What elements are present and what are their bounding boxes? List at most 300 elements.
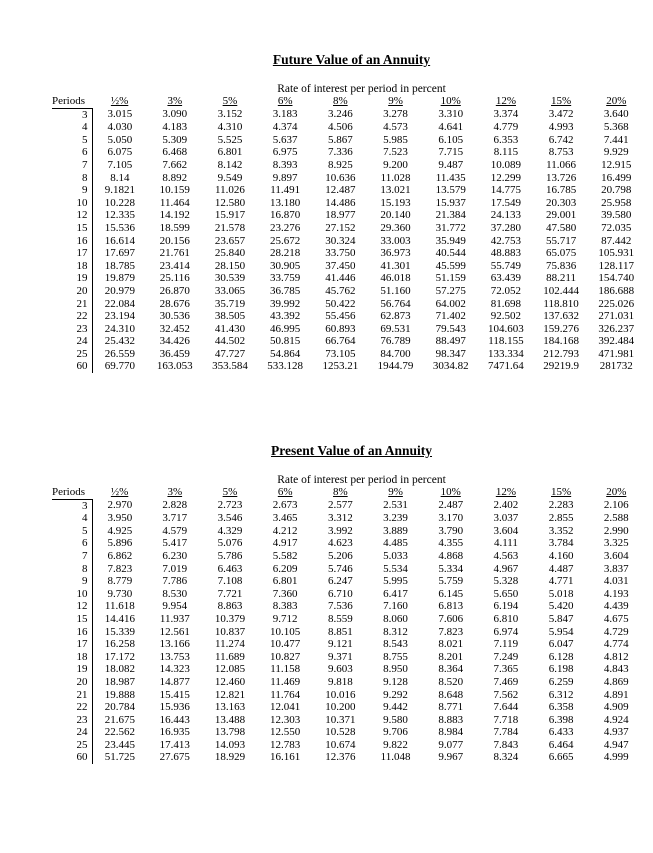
- value-cell: 20.140: [380, 209, 411, 222]
- value-cell: 3.784: [548, 537, 574, 550]
- value-cell: 6.358: [548, 701, 574, 714]
- table-row: [52, 272, 644, 285]
- value-cell: 9.897: [272, 171, 298, 184]
- period-cell: 17: [52, 247, 92, 260]
- period-cell: 10: [52, 197, 92, 210]
- value-cell: 25.116: [159, 272, 190, 285]
- header-row: [52, 486, 644, 499]
- rate-header: 5%: [222, 486, 238, 499]
- value-cell: 3.090: [162, 108, 188, 121]
- table-row: [52, 575, 644, 588]
- period-cell: 8: [52, 563, 92, 576]
- value-cell: 5.582: [272, 549, 298, 562]
- value-cell: 17.697: [104, 247, 135, 260]
- value-cell: 7.662: [162, 158, 188, 171]
- value-cell: 30.536: [159, 310, 190, 323]
- value-cell: 47.727: [214, 347, 246, 360]
- value-cell: 4.031: [603, 575, 629, 588]
- value-cell: 3.837: [603, 562, 629, 575]
- value-cell: 16.499: [601, 171, 632, 184]
- value-cell: 16.258: [104, 638, 135, 651]
- period-cell: 5: [52, 525, 92, 538]
- table-row: [52, 613, 644, 626]
- value-cell: 4.183: [162, 121, 188, 134]
- value-cell: 8.14: [110, 171, 130, 184]
- value-cell: 19.879: [104, 272, 135, 285]
- table-row: [52, 663, 644, 676]
- value-cell: 4.779: [493, 121, 519, 134]
- value-cell: 20.798: [601, 184, 632, 197]
- period-cell: 10: [52, 588, 92, 601]
- value-cell: 7.536: [327, 600, 353, 613]
- value-cell: 6.145: [438, 587, 464, 600]
- value-cell: 5.050: [107, 133, 133, 146]
- value-cell: 5.896: [107, 537, 133, 550]
- value-cell: 14.416: [104, 612, 135, 625]
- value-cell: 4.310: [217, 121, 243, 134]
- rate-header: 3%: [167, 95, 183, 108]
- value-cell: 42.753: [490, 234, 522, 247]
- period-cell: 22: [52, 310, 92, 323]
- value-cell: 14.775: [490, 184, 522, 197]
- table-row: [52, 512, 644, 525]
- value-cell: 4.579: [162, 524, 188, 537]
- value-cell: 1944.79: [377, 360, 414, 373]
- value-cell: 326.237: [598, 322, 635, 335]
- value-cell: 533.128: [267, 360, 304, 373]
- value-cell: 60.893: [325, 322, 356, 335]
- value-cell: 65.075: [545, 247, 577, 260]
- value-cell: 8.312: [383, 625, 408, 638]
- value-cell: 3.312: [327, 512, 353, 525]
- value-cell: 7.784: [493, 726, 519, 739]
- value-cell: 34.426: [159, 335, 190, 348]
- value-cell: 24.310: [104, 322, 135, 335]
- value-cell: 6.810: [493, 612, 519, 625]
- value-cell: 12.041: [270, 701, 301, 714]
- value-cell: 8.520: [438, 675, 464, 688]
- value-cell: 4.869: [603, 675, 629, 688]
- value-cell: 29219.9: [543, 360, 579, 373]
- value-cell: 9.818: [327, 675, 353, 688]
- value-cell: 23.657: [214, 234, 246, 247]
- table-row: [52, 525, 644, 538]
- rate-header: 9%: [388, 486, 403, 499]
- value-cell: 5.420: [548, 600, 574, 613]
- value-cell: 184.168: [543, 335, 579, 348]
- value-cell: 15.936: [159, 701, 190, 714]
- value-cell: 8.755: [383, 650, 408, 663]
- value-cell: 15.937: [435, 196, 466, 209]
- value-cell: 4.925: [107, 524, 133, 537]
- value-cell: 8.364: [438, 663, 464, 676]
- table-row: [52, 726, 644, 739]
- value-cell: 69.531: [380, 322, 411, 335]
- value-cell: 10.837: [214, 625, 246, 638]
- value-cell: 33.750: [325, 247, 356, 260]
- value-cell: 5.985: [383, 133, 408, 146]
- value-cell: 29.360: [380, 221, 411, 234]
- table-row: [52, 235, 644, 248]
- value-cell: 9.121: [327, 638, 353, 651]
- value-cell: 5.334: [438, 562, 464, 575]
- value-cell: 8.851: [327, 625, 353, 638]
- value-cell: 44.502: [214, 335, 246, 348]
- value-cell: 11.464: [159, 196, 190, 209]
- value-cell: 15.917: [214, 209, 246, 222]
- value-cell: 7.786: [162, 575, 188, 588]
- period-cell: 16: [52, 235, 92, 248]
- value-cell: 26.559: [104, 347, 135, 360]
- value-cell: 212.793: [543, 347, 579, 360]
- value-cell: 2.487: [438, 499, 464, 512]
- rate-header: 15%: [551, 486, 572, 499]
- value-cell: 24.133: [490, 209, 522, 222]
- value-cell: 16.935: [159, 726, 190, 739]
- value-cell: 29.001: [545, 209, 577, 222]
- value-cell: 3.352: [548, 524, 574, 537]
- value-cell: 5.368: [603, 121, 629, 134]
- value-cell: 18.929: [214, 751, 246, 764]
- value-cell: 63.439: [490, 272, 522, 285]
- value-cell: 12.915: [601, 158, 632, 171]
- value-cell: 23.276: [270, 221, 301, 234]
- value-cell: 7471.64: [488, 360, 524, 373]
- value-cell: 7.119: [493, 638, 519, 651]
- value-cell: 14.877: [159, 675, 190, 688]
- present-value-subtitle-text: Rate of interest per period in percent: [277, 474, 446, 486]
- value-cell: 7.823: [107, 562, 133, 575]
- value-cell: 57.275: [435, 284, 466, 297]
- table-row: [52, 537, 644, 550]
- value-cell: 4.030: [107, 121, 133, 134]
- value-cell: 41.301: [380, 259, 411, 272]
- value-cell: 3.465: [272, 512, 298, 525]
- value-cell: 8.543: [383, 638, 408, 651]
- value-cell: 9.549: [217, 171, 243, 184]
- value-cell: 13.021: [380, 184, 411, 197]
- value-cell: 2.283: [548, 499, 574, 512]
- value-cell: 71.402: [435, 310, 466, 323]
- value-cell: 6.801: [217, 146, 243, 159]
- value-cell: 20.156: [159, 234, 190, 247]
- value-cell: 30.539: [214, 272, 246, 285]
- value-cell: 5.786: [217, 549, 243, 562]
- header-row: [52, 95, 644, 108]
- value-cell: 5.018: [548, 587, 574, 600]
- table-row: [52, 689, 644, 702]
- value-cell: 48.883: [490, 247, 522, 260]
- value-cell: 5.206: [327, 549, 353, 562]
- value-cell: 18.082: [104, 663, 135, 676]
- value-cell: 16.614: [104, 234, 135, 247]
- value-cell: 25.958: [601, 196, 632, 209]
- value-cell: 25.840: [214, 247, 246, 260]
- value-cell: 11.028: [380, 171, 411, 184]
- value-cell: 5.995: [383, 575, 408, 588]
- table-row: [52, 626, 644, 639]
- value-cell: 9.706: [383, 726, 408, 739]
- value-cell: 8.984: [438, 726, 464, 739]
- value-cell: 13.753: [159, 650, 190, 663]
- table-row: [52, 310, 644, 323]
- value-cell: 10.016: [325, 688, 356, 701]
- value-cell: 18.599: [159, 221, 190, 234]
- value-cell: 102.444: [543, 284, 579, 297]
- period-cell: 6: [52, 537, 92, 550]
- value-cell: 13.180: [270, 196, 301, 209]
- value-cell: 6.194: [493, 600, 519, 613]
- value-cell: 88.211: [546, 272, 577, 285]
- table-row: [52, 159, 644, 172]
- value-cell: 8.883: [438, 713, 464, 726]
- value-cell: 4.937: [603, 726, 629, 739]
- value-cell: 55.456: [325, 310, 356, 323]
- present-value-title: [0, 443, 653, 459]
- present-value-table: [52, 486, 644, 764]
- period-cell: 6: [52, 146, 92, 159]
- table-row: [52, 108, 644, 121]
- value-cell: 27.152: [325, 221, 356, 234]
- value-cell: 13.798: [214, 726, 246, 739]
- value-cell: 13.166: [159, 638, 190, 651]
- value-cell: 13.163: [214, 701, 246, 714]
- value-cell: 6.665: [548, 751, 574, 764]
- period-cell: 21: [52, 689, 92, 702]
- table-row: [52, 600, 644, 613]
- value-cell: 4.812: [603, 650, 629, 663]
- rate-header: 5%: [222, 95, 238, 108]
- value-cell: 6.353: [493, 133, 519, 146]
- rate-header: 8%: [333, 486, 348, 499]
- period-cell: 12: [52, 209, 92, 222]
- rate-header: ½%: [110, 95, 129, 108]
- value-cell: 3.246: [327, 108, 353, 121]
- value-cell: 6.198: [548, 663, 574, 676]
- rate-header: 10%: [440, 95, 461, 108]
- value-cell: 5.033: [383, 549, 408, 562]
- value-cell: 9.603: [327, 663, 353, 676]
- value-cell: 8.863: [217, 600, 243, 613]
- value-cell: 4.193: [603, 587, 629, 600]
- table-row: [52, 348, 644, 361]
- value-cell: 4.623: [327, 537, 353, 550]
- value-cell: 3.992: [327, 524, 353, 537]
- rate-header: 20%: [606, 95, 627, 108]
- value-cell: 33.003: [380, 234, 411, 247]
- value-cell: 159.276: [543, 322, 579, 335]
- value-cell: 23.445: [104, 738, 135, 751]
- period-cell: 25: [52, 739, 92, 752]
- value-cell: 5.650: [493, 587, 519, 600]
- value-cell: 18.977: [325, 209, 356, 222]
- value-cell: 4.485: [383, 537, 408, 550]
- value-cell: 40.544: [435, 247, 466, 260]
- value-cell: 37.450: [325, 259, 356, 272]
- table-row: [52, 260, 644, 273]
- value-cell: 5.309: [162, 133, 188, 146]
- value-cell: 6.742: [548, 133, 574, 146]
- value-cell: 72.035: [601, 221, 632, 234]
- value-cell: 9.292: [383, 688, 408, 701]
- value-cell: 9.954: [162, 600, 188, 613]
- period-cell: 4: [52, 512, 92, 525]
- period-cell: 9: [52, 575, 92, 588]
- value-cell: 11.764: [270, 688, 301, 701]
- value-cell: 55.717: [545, 234, 577, 247]
- period-cell: 18: [52, 651, 92, 664]
- present-value-subtitle: [0, 474, 653, 486]
- value-cell: 18.785: [104, 259, 135, 272]
- value-cell: 8.115: [493, 146, 519, 159]
- future-value-subtitle-text: Rate of interest per period in percent: [277, 83, 446, 95]
- value-cell: 33.759: [270, 272, 301, 285]
- value-cell: 3.278: [383, 108, 408, 121]
- value-cell: 6.398: [548, 713, 574, 726]
- value-cell: 3.640: [603, 108, 629, 121]
- table-row: [52, 714, 644, 727]
- value-cell: 118.155: [488, 335, 524, 348]
- value-cell: 4.967: [493, 562, 519, 575]
- value-cell: 10.200: [325, 701, 356, 714]
- value-cell: 154.740: [598, 272, 635, 285]
- value-cell: 7.160: [383, 600, 408, 613]
- value-cell: 39.580: [601, 209, 632, 222]
- value-cell: 7.336: [327, 146, 353, 159]
- value-cell: 41.446: [325, 272, 356, 285]
- value-cell: 8.753: [548, 146, 574, 159]
- rate-header: ½%: [110, 486, 129, 499]
- value-cell: 6.801: [272, 575, 298, 588]
- table-row: [52, 285, 644, 298]
- table-row: [52, 550, 644, 563]
- value-cell: 10.379: [214, 612, 246, 625]
- value-cell: 5.867: [327, 133, 353, 146]
- value-cell: 4.771: [548, 575, 574, 588]
- value-cell: 10.636: [325, 171, 356, 184]
- value-cell: 5.746: [327, 562, 353, 575]
- value-cell: 17.549: [490, 196, 522, 209]
- value-cell: 11.937: [159, 612, 190, 625]
- value-cell: 6.813: [438, 600, 464, 613]
- value-cell: 46.995: [270, 322, 301, 335]
- value-cell: 5.637: [272, 133, 298, 146]
- value-cell: 3.374: [493, 108, 519, 121]
- value-cell: 87.442: [601, 234, 632, 247]
- value-cell: 8.021: [438, 638, 464, 651]
- value-cell: 25.432: [104, 335, 135, 348]
- value-cell: 5.525: [217, 133, 243, 146]
- value-cell: 98.347: [435, 347, 466, 360]
- value-cell: 2.588: [603, 512, 629, 525]
- value-cell: 36.973: [380, 247, 411, 260]
- value-cell: 4.868: [438, 549, 464, 562]
- value-cell: 2.673: [272, 499, 298, 512]
- value-cell: 73.105: [325, 347, 356, 360]
- value-cell: 4.641: [438, 121, 464, 134]
- value-cell: 7.843: [493, 738, 519, 751]
- value-cell: 6.463: [217, 562, 243, 575]
- value-cell: 16.785: [545, 184, 577, 197]
- value-cell: 6.464: [548, 738, 574, 751]
- value-cell: 15.193: [380, 196, 411, 209]
- rate-header: 12%: [495, 95, 516, 108]
- value-cell: 8.892: [162, 171, 188, 184]
- period-cell: 23: [52, 714, 92, 727]
- value-cell: 6.974: [493, 625, 519, 638]
- value-cell: 32.452: [159, 322, 190, 335]
- value-cell: 4.675: [603, 612, 629, 625]
- value-cell: 21.761: [159, 247, 190, 260]
- value-cell: 9.822: [383, 738, 408, 751]
- table-row: [52, 638, 644, 651]
- value-cell: 19.888: [104, 688, 135, 701]
- value-cell: 72.052: [490, 284, 522, 297]
- value-cell: 92.502: [490, 310, 522, 323]
- period-cell: 60: [52, 360, 92, 373]
- value-cell: 31.772: [435, 221, 466, 234]
- value-cell: 10.827: [270, 650, 301, 663]
- value-cell: 2.990: [603, 524, 629, 537]
- value-cell: 2.723: [217, 499, 243, 512]
- value-cell: 4.355: [438, 537, 464, 550]
- value-cell: 6.417: [383, 587, 408, 600]
- value-cell: 39.992: [270, 297, 301, 310]
- value-cell: 75.836: [545, 259, 577, 272]
- value-cell: 3.604: [493, 524, 519, 537]
- value-cell: 30.324: [325, 234, 356, 247]
- value-cell: 38.505: [214, 310, 246, 323]
- table-row: [52, 563, 644, 576]
- value-cell: 10.528: [325, 726, 356, 739]
- value-cell: 11.435: [435, 171, 466, 184]
- value-cell: 5.328: [493, 575, 519, 588]
- value-cell: 9.371: [327, 650, 353, 663]
- value-cell: 9.580: [383, 713, 408, 726]
- value-cell: 17.172: [104, 650, 135, 663]
- value-cell: 4.111: [493, 537, 518, 550]
- value-cell: 3.472: [548, 108, 574, 121]
- period-cell: 22: [52, 701, 92, 714]
- value-cell: 7.721: [217, 587, 243, 600]
- value-cell: 4.947: [603, 738, 629, 751]
- value-cell: 18.987: [104, 675, 135, 688]
- rate-header: 3%: [167, 486, 183, 499]
- value-cell: 6.247: [327, 575, 353, 588]
- value-cell: 64.002: [435, 297, 466, 310]
- period-cell: 9: [52, 184, 92, 197]
- period-cell: 16: [52, 626, 92, 639]
- value-cell: 36.785: [270, 284, 301, 297]
- value-cell: 5.076: [217, 537, 243, 550]
- table-row: [52, 172, 644, 185]
- value-cell: 6.047: [548, 638, 574, 651]
- value-cell: 14.486: [325, 196, 356, 209]
- value-cell: 27.675: [159, 751, 190, 764]
- value-cell: 43.392: [270, 310, 301, 323]
- value-cell: 13.726: [545, 171, 577, 184]
- value-cell: 8.383: [272, 600, 298, 613]
- value-cell: 392.484: [598, 335, 635, 348]
- value-cell: 12.821: [214, 688, 246, 701]
- period-cell: 18: [52, 260, 92, 273]
- value-cell: 10.477: [270, 638, 301, 651]
- value-cell: 9.967: [438, 751, 464, 764]
- value-cell: 3.015: [107, 108, 133, 121]
- value-cell: 7.606: [438, 612, 464, 625]
- value-cell: 4.917: [272, 537, 298, 550]
- value-cell: 4.993: [548, 121, 574, 134]
